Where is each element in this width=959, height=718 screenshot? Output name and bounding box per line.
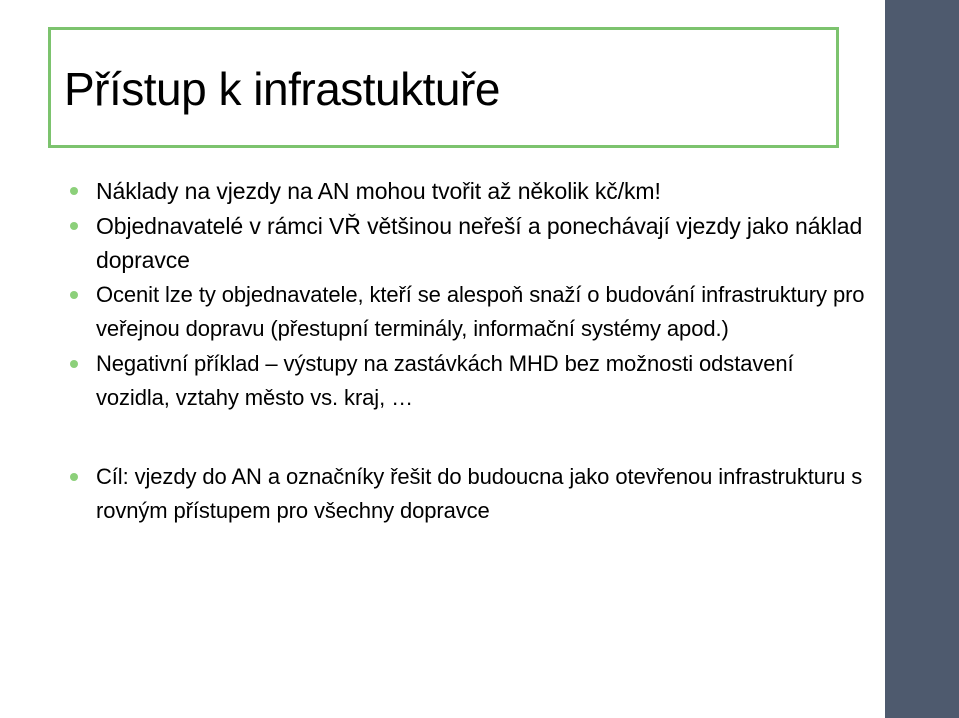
bullet-item [70,460,870,529]
bullet-text: Objednavatelé v rámci VŘ většinou neřeší a ponechávají vjezdy jako náklad dopravce [96,212,863,273]
bullet-text: Negativní příklad – výstupy na zastávkách MHD bez možnosti odstavení vozidla, vztahy město vs. kraj, … [96,350,794,410]
bullet-dot-icon [70,473,78,481]
bullet-text: Cíl: vjezdy do AN a označníky řešit do budoucna jako otevřenou infrastrukturu s rovným přístupem pro všechny dopravce [96,463,863,523]
bullet-item [70,209,870,278]
bullet-text: Náklady na vjezdy na AN mohou tvořit až několik kč/km! [96,178,661,204]
bullet-list [70,174,870,529]
bullet-text: Ocenit lze ty objednavatele, kteří se alespoň snaží o budování infrastruktury pro veřejnou dopravu (přestupní terminály, informační systémy apod.) [96,281,865,341]
side-bar [885,0,959,718]
bullet-dot-icon [70,291,78,299]
slide-title: Přístup k infrastuktuře [64,63,500,115]
title-box [48,27,839,148]
bullet-item [70,174,870,209]
bullet-dot-icon [70,187,78,195]
bullet-item [70,278,870,347]
bullet-dot-icon [70,222,78,230]
bullet-dot-icon [70,360,78,368]
bullet-item [70,347,870,416]
